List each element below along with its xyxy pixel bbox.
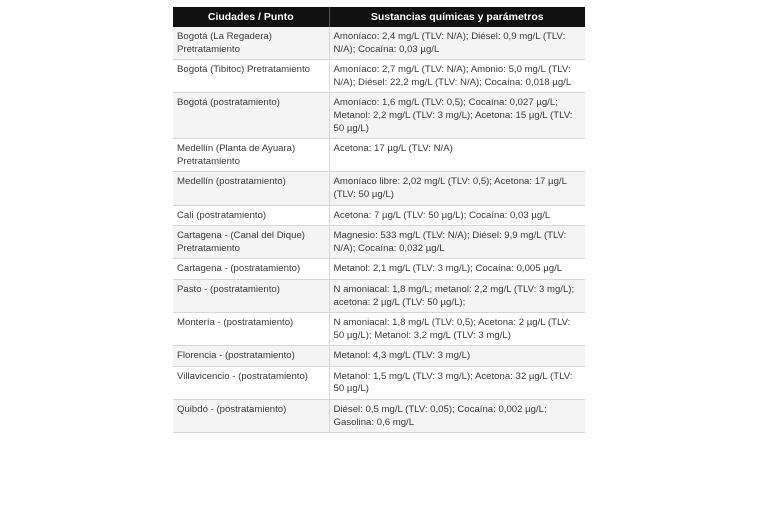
table-row (173, 346, 585, 367)
cell-substances: Metanol: 1,5 mg/L (TLV: 3 mg/L); Acetona: 32 µg/L (TLV: 50 µg/L) (329, 366, 585, 399)
cell-place: Bogotá (La Regadera) Pretratamiento (173, 27, 329, 60)
cell-substances: N amoniacal: 1,8 mg/L; metanol: 2,2 mg/L (TLV: 3 mg/L); acetona: 2 µg/L (TLV: 50 µg/L); (329, 279, 585, 312)
table-row (173, 366, 585, 399)
table-header-row (173, 7, 585, 27)
cell-substances: Amoníaco: 2,4 mg/L (TLV: N/A); Diésel: 0,9 mg/L (TLV: N/A); Cocaína: 0,03 µg/L (329, 27, 585, 60)
cell-substances: Diésel: 0,5 mg/L (TLV: 0,05); Cocaína: 0,002 µg/L; Gasolina: 0,6 mg/L (329, 400, 585, 433)
cell-substances: Amoníaco: 1,6 mg/L (TLV: 0,5); Cocaína: 0,027 µg/L; Metanol: 2,2 mg/L (TLV: 3 mg/L); Acetona: 15 µg/L (TLV: 50 µg/L) (329, 93, 585, 139)
cell-place: Cartagena - (Canal del Dique) Pretratamiento (173, 226, 329, 259)
cell-place: Medellín (postratamiento) (173, 172, 329, 205)
cell-place: Bogotá (postratamiento) (173, 93, 329, 139)
table-row (173, 313, 585, 346)
cell-substances: Metanol: 2,1 mg/L (TLV: 3 mg/L); Cocaína: 0,005 µg/L (329, 259, 585, 280)
table-row (173, 93, 585, 139)
substances-table (173, 7, 585, 433)
cell-substances: Metanol: 4,3 mg/L (TLV: 3 mg/L) (329, 346, 585, 367)
cell-place: Pasto - (postratamiento) (173, 279, 329, 312)
header-cities: Ciudades / Punto (173, 7, 329, 27)
table-row (173, 60, 585, 93)
table-row (173, 139, 585, 172)
substances-table-container (173, 7, 585, 433)
cell-place: Villavicencio - (postratamiento) (173, 366, 329, 399)
cell-substances: N amoniacal: 1,8 mg/L (TLV: 0,5); Acetona: 2 µg/L (TLV: 50 µg/L); Metanol: 3,2 mg/L (TLV: 3 mg/L) (329, 313, 585, 346)
cell-place: Medellín (Planta de Ayuara) Pretratamiento (173, 139, 329, 172)
cell-substances: Acetona: 7 µg/L (TLV: 50 µg/L); Cocaína: 0,03 µg/L (329, 205, 585, 226)
cell-place: Cartagena - (postratamiento) (173, 259, 329, 280)
table-row (173, 172, 585, 205)
cell-place: Florencia - (postratamiento) (173, 346, 329, 367)
cell-place: Montería - (postratamiento) (173, 313, 329, 346)
header-substances: Sustancias químicas y parámetros (329, 7, 585, 27)
table-row (173, 226, 585, 259)
cell-substances: Amoníaco: 2,7 mg/L (TLV: N/A); Amonio: 5,0 mg/L (TLV: N/A); Diésel: 22,2 mg/L (TLV: N/A); Cocaína: 0,018 µg/L (329, 60, 585, 93)
table-row (173, 259, 585, 280)
cell-place: Cali (postratamiento) (173, 205, 329, 226)
cell-substances: Amoníaco libre: 2,02 mg/L (TLV: 0,5); Acetona: 17 µg/L (TLV: 50 µg/L) (329, 172, 585, 205)
cell-substances: Magnesio: 533 mg/L (TLV: N/A); Diésel: 9,9 mg/L (TLV: N/A); Cocaína: 0,032 µg/L (329, 226, 585, 259)
table-row (173, 400, 585, 433)
cell-substances: Acetona: 17 µg/L (TLV: N/A) (329, 139, 585, 172)
table-row (173, 205, 585, 226)
cell-place: Quibdó - (postratamiento) (173, 400, 329, 433)
cell-place: Bogotá (Tibitoc) Pretratamiento (173, 60, 329, 93)
table-row (173, 279, 585, 312)
table-row (173, 27, 585, 60)
